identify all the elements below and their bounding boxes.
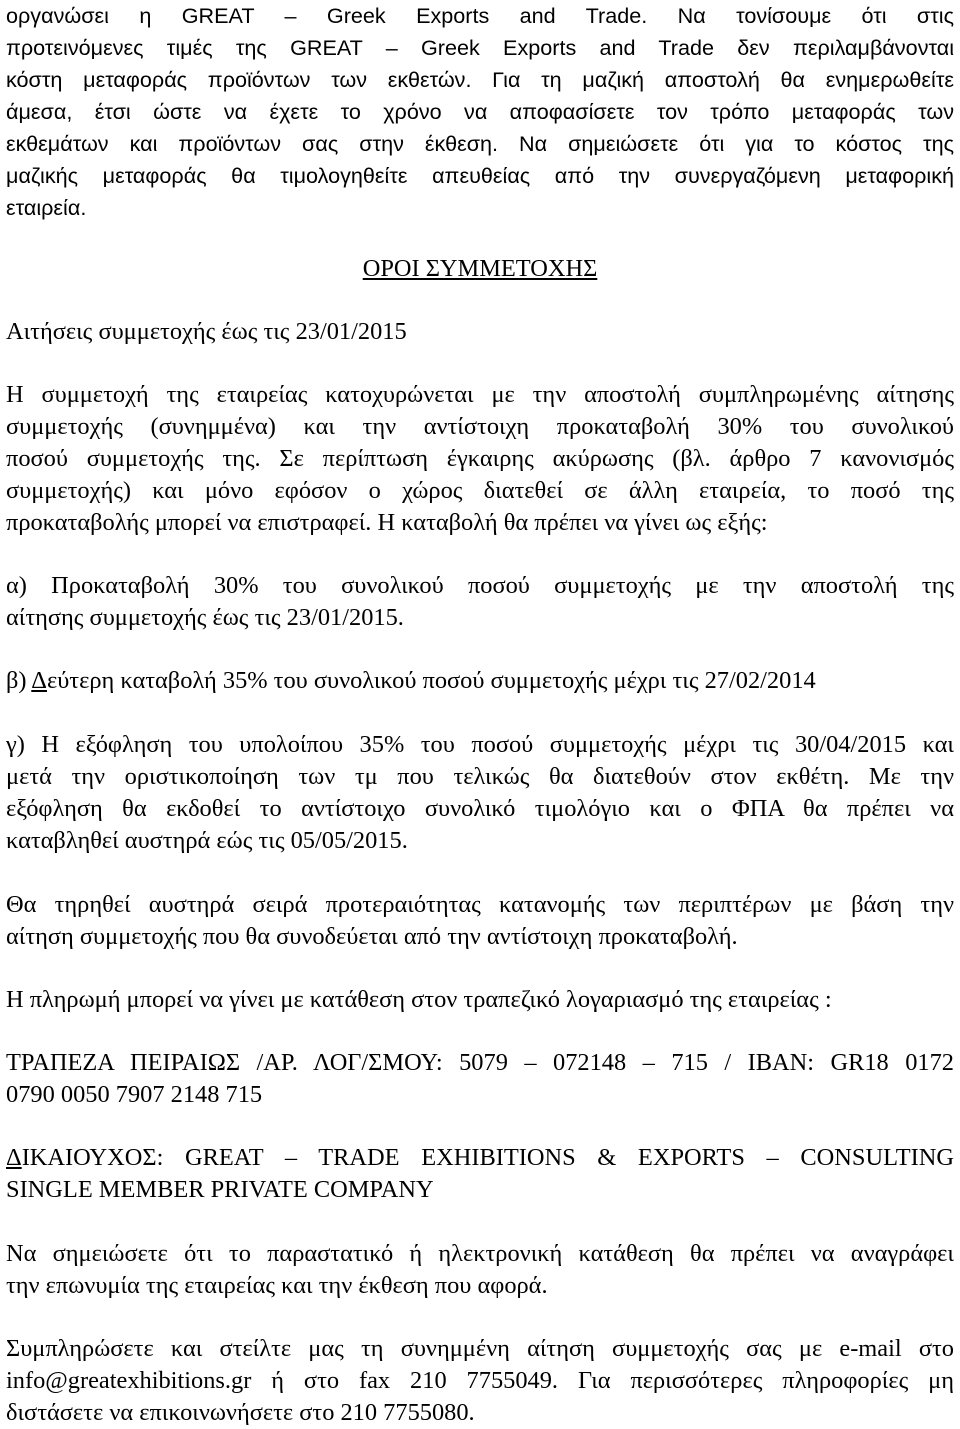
payment-c-line-3: εξόφληση θα εκδοθεί το αντίστοιχο συνολικό τιμολόγιο και ο ΦΠΑ θα πρέπει να <box>6 795 954 822</box>
intro-line-4: άμεσα, έτσι ώστε να έχετε το χρόνο να αποφασίσετε τον τρόπο μεταφοράς των <box>6 99 954 124</box>
bank-account-line-2: 0790 0050 7907 2148 715 <box>6 1081 263 1108</box>
participation-line-2: συμμετοχής (συνημμένα) και την αντίστοιχη προκαταβολή 30% του συνολικού <box>6 413 954 440</box>
terms-heading: ΟΡΟΙ ΣΥΜΜΕΤΟΧΗΣ <box>362 255 598 282</box>
priority-line-2: αίτηση συμμετοχής που θα συνοδεύεται από την αντίστοιχη προκαταβολή. <box>6 923 738 950</box>
contact-line-3: διστάσετε να επικοινωνήσετε στο 210 7755080. <box>6 1399 475 1426</box>
payment-b-prefix: β) <box>6 667 32 694</box>
intro-line-1: οργανώσει η GREAT – Greek Exports and Trade. Να τονίσουμε ότι στις <box>6 3 954 28</box>
participation-line-5: προκαταβολής μπορεί να επιστραφεί. Η καταβολή θα πρέπει να γίνει ως εξής: <box>6 509 768 536</box>
beneficiary-text: ΙΚΑΙΟΥΧΟΣ: GREAT – TRADE EXHIBITIONS & EXPORTS – CONSULTING <box>21 1144 954 1171</box>
participation-line-1: Η συμμετοχή της εταιρείας κατοχυρώνεται με την αποστολή συμπληρωμένης αίτησης <box>6 381 954 408</box>
participation-line-3: ποσού συμμετοχής της. Σε περίπτωση έγκαιρης ακύρωσης (βλ. άρθρο 7 κανονισμός <box>6 445 954 472</box>
beneficiary-line-2: SINGLE MEMBER PRIVATE COMPANY <box>6 1176 434 1203</box>
contact-line-2: info@greatexhibitions.gr ή στο fax 210 7755049. Για περισσότερες πληροφορίες μη <box>6 1367 954 1394</box>
payment-c-line-1: γ) Η εξόφληση του υπολοίπου 35% του ποσού συμμετοχής μέχρι τις 30/04/2015 και <box>6 731 954 758</box>
note-line-1: Να σημειώσετε ότι το παραστατικό ή ηλεκτρονική κατάθεση θα πρέπει να αναγράφει <box>6 1240 954 1267</box>
application-deadline: Αιτήσεις συμμετοχής έως τις 23/01/2015 <box>6 318 407 345</box>
payment-b-text: εύτερη καταβολή 35% του συνολικού ποσού συμμετοχής μέχρι τις 27/02/2014 <box>46 667 816 694</box>
intro-line-7: εταιρεία. <box>6 195 87 220</box>
payment-b-underlined-letter: Δ <box>31 667 47 694</box>
beneficiary-underlined-letter: Δ <box>6 1144 22 1171</box>
intro-line-3: κόστη μεταφοράς προϊόντων των εκθετών. Για τη μαζική αποστολή θα ενημερωθείτε <box>6 67 954 92</box>
contact-line-1: Συμπληρώσετε και στείλτε μας τη συνημμένη αίτηση συμμετοχής σας με e-mail στο <box>6 1335 954 1362</box>
intro-line-5: εκθεμάτων και προϊόντων σας στην έκθεση. Να σημειώσετε ότι για το κόστος της <box>6 131 954 156</box>
payment-a-line-2: αίτησης συμμετοχής έως τις 23/01/2015. <box>6 604 404 631</box>
intro-line-6: μαζικής μεταφοράς θα τιμολογηθείτε απευθείας από την συνεργαζόμενη μεταφορική <box>6 163 954 188</box>
intro-line-2: προτεινόμενες τιμές της GREAT – Greek Exports and Trade δεν περιλαμβάνονται <box>6 35 954 60</box>
payment-b-line <box>6 665 954 697</box>
beneficiary-line-1 <box>6 1142 954 1174</box>
bank-account-line-1: ΤΡΑΠΕΖΑ ΠΕΙΡΑΙΩΣ /ΑΡ. ΛΟΓ/ΣΜΟΥ: 5079 – 072148 – 715 / IBAN: GR18 0172 <box>6 1049 954 1076</box>
priority-line-1: Θα τηρηθεί αυστηρά σειρά προτεραιότητας κατανομής των περιπτέρων με βάση την <box>6 891 954 918</box>
bank-intro: Η πληρωμή μπορεί να γίνει με κατάθεση στον τραπεζικό λογαριασμό της εταιρείας : <box>6 986 832 1013</box>
payment-c-line-4: καταβληθεί αυστηρά εώς τις 05/05/2015. <box>6 827 408 854</box>
participation-line-4: συμμετοχής) και μόνο εφόσον ο χώρος διατεθεί σε άλλη εταιρεία, το ποσό της <box>6 477 954 504</box>
note-line-2: την επωνυμία της εταιρείας και την έκθεση που αφορά. <box>6 1272 548 1299</box>
payment-c-line-2: μετά την οριστικοποίηση των τμ που τελικώς θα διατεθούν στον εκθέτη. Με την <box>6 763 954 790</box>
payment-a-line-1: α) Προκαταβολή 30% του συνολικού ποσού συμμετοχής με την αποστολή της <box>6 572 954 599</box>
